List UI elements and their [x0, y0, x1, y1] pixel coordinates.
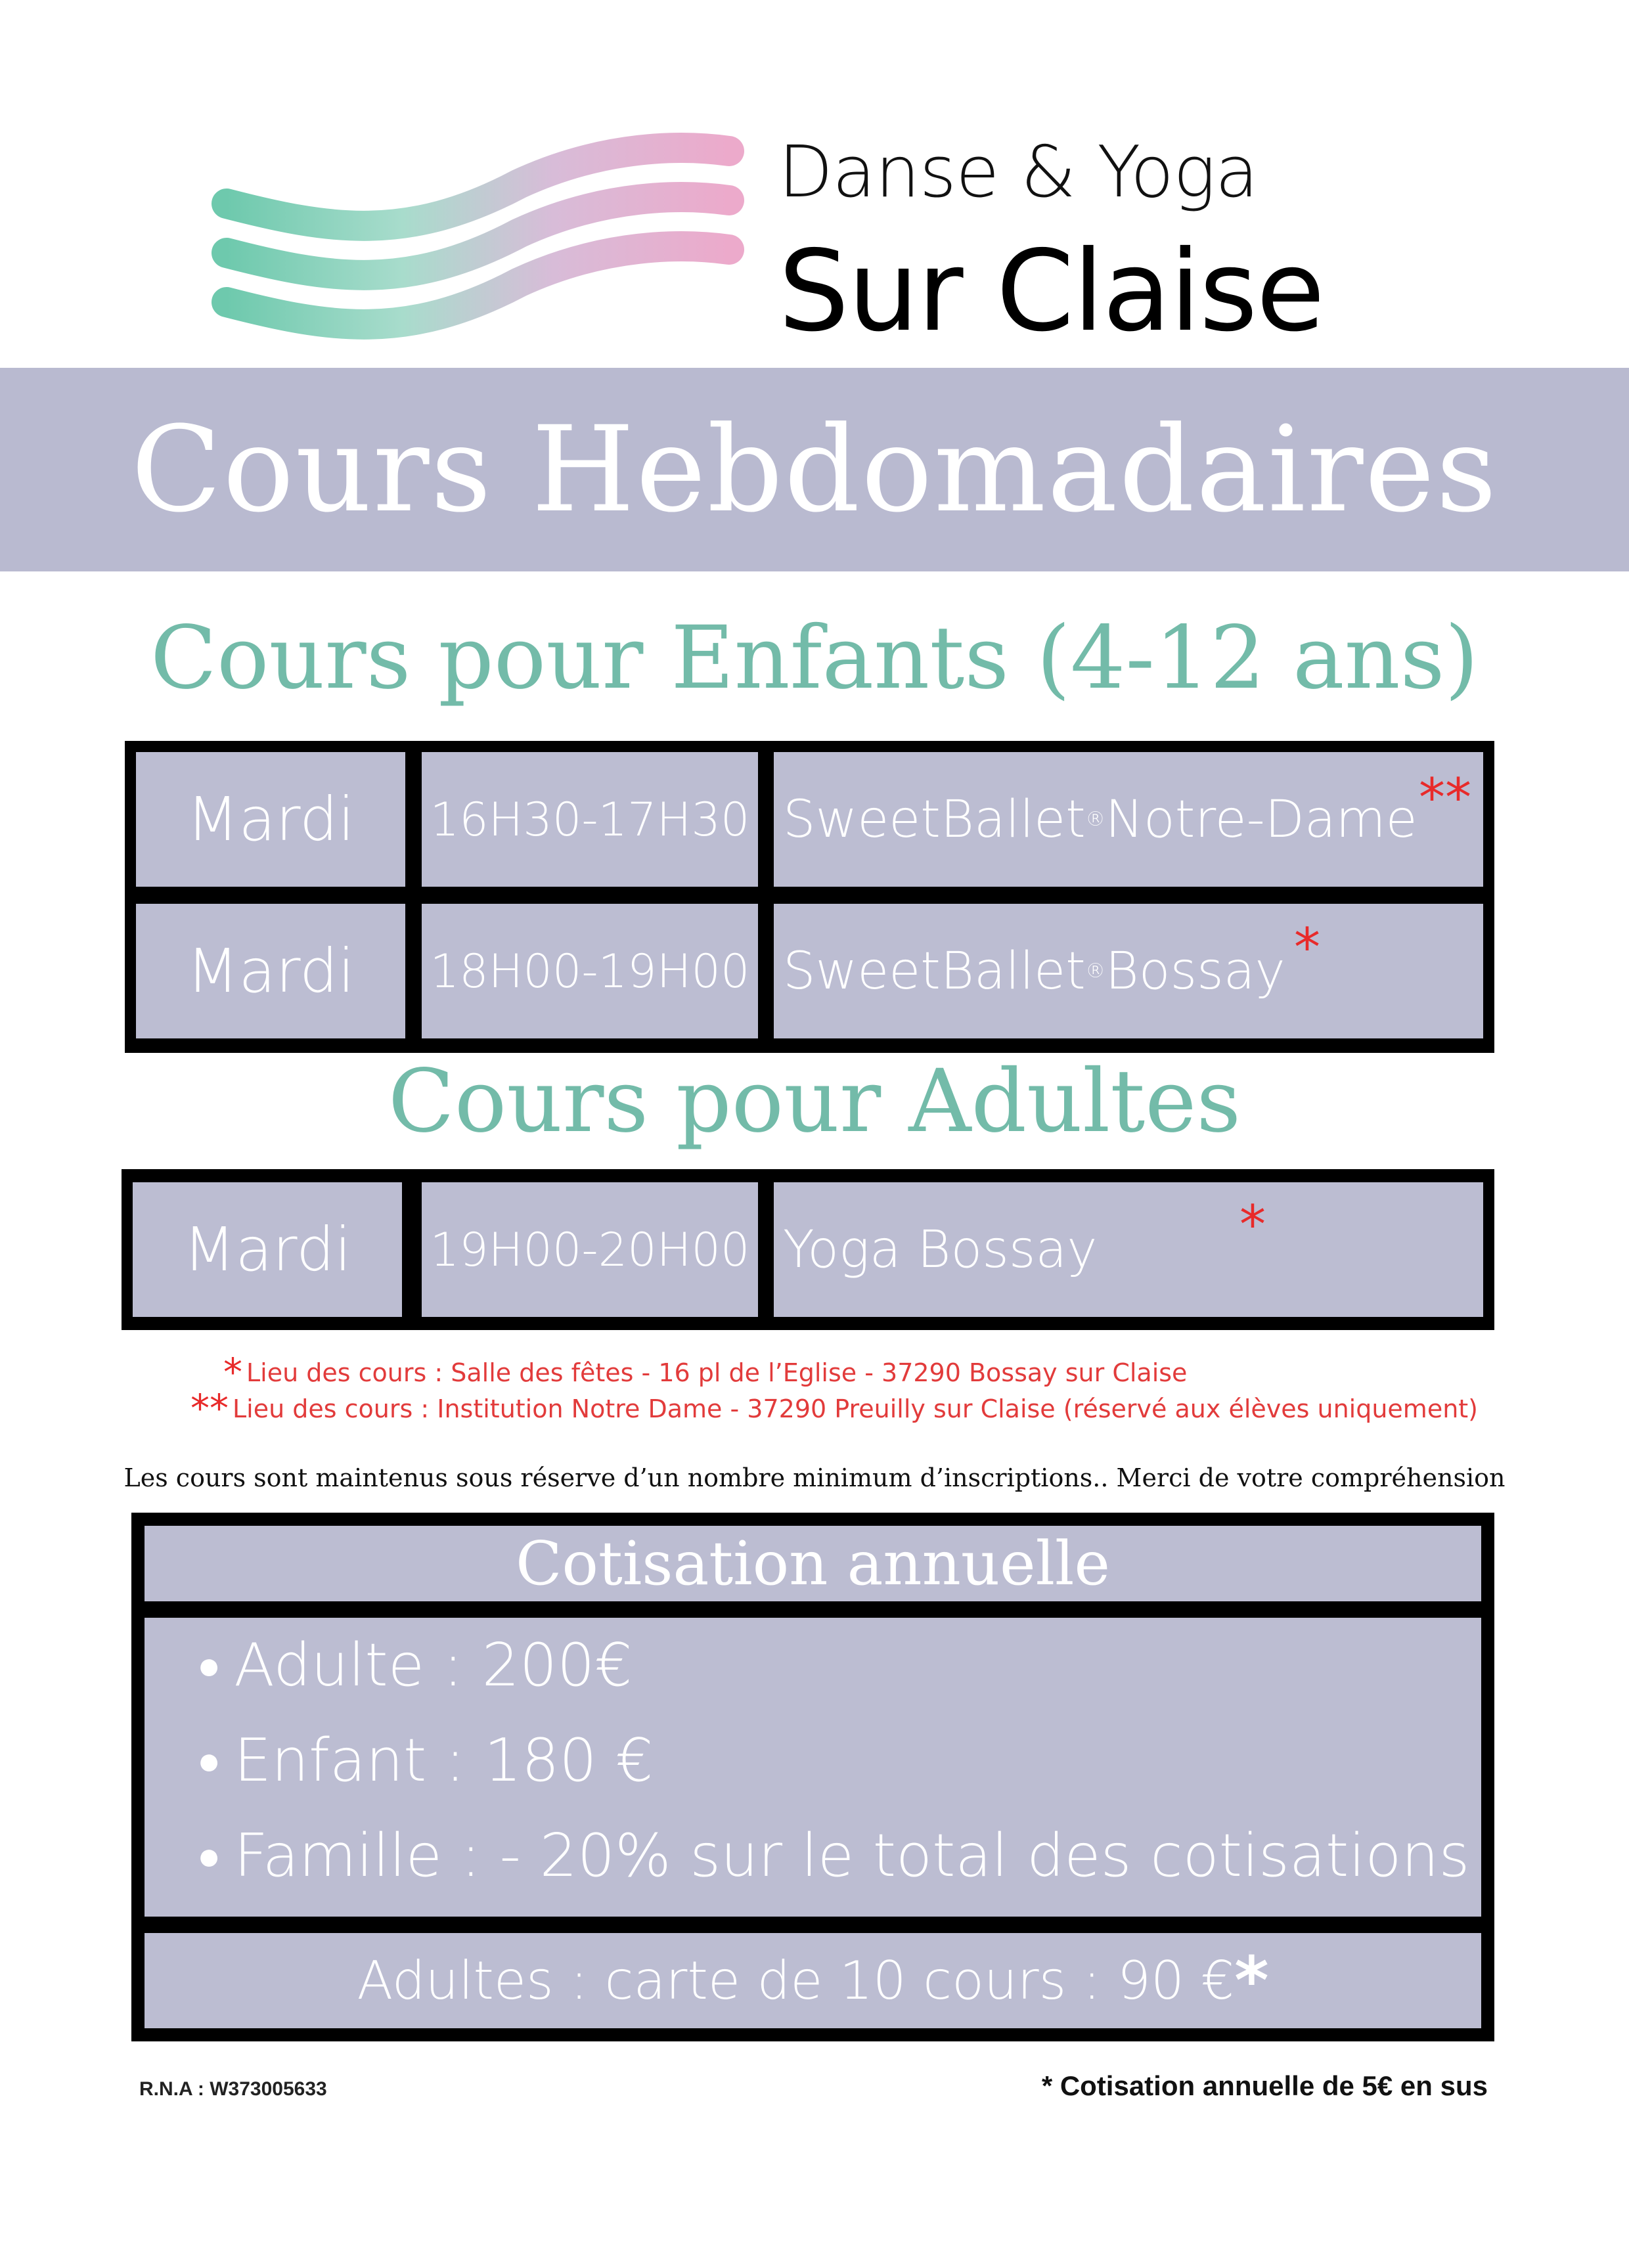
course-name: SweetBallet: [783, 789, 1086, 849]
registered-mark: ®: [1085, 960, 1105, 983]
bullet-icon: ●: [197, 1833, 221, 1879]
section-title-adultes: Cours pour Adultes: [388, 1051, 1241, 1152]
bullet-icon: ●: [197, 1738, 221, 1784]
disclaimer-text: Les cours sont maintenus sous réserve d’un nombre minimum d’inscriptions.. Merci de votre compréhension: [123, 1463, 1506, 1492]
title-banner: [0, 368, 1629, 571]
brand-name-line2: Sur Claise: [778, 227, 1324, 357]
bullet-icon: ●: [197, 1643, 221, 1689]
brand-name-line1: Danse & Yoga: [778, 131, 1259, 213]
course-name: SweetBallet: [783, 941, 1086, 1001]
section-title-enfants: Cours pour Enfants (4-12 ans): [150, 608, 1479, 709]
note-asterisk: *: [223, 1350, 242, 1394]
logo-waves-graphic: [210, 131, 749, 342]
cell-day: Mardi: [136, 904, 405, 1038]
fees-card-10-cours: [145, 1933, 1481, 2028]
cell-course: Yoga Bossay: [774, 1182, 1483, 1317]
note-text: Lieu des cours : Salle des fêtes - 16 pl de l’Eglise - 37290 Bossay sur Claise: [246, 1358, 1188, 1387]
schedule-table-enfants: [125, 741, 1494, 1053]
fee-item-adulte: ● Adulte : 200€: [197, 1631, 633, 1700]
fee-item-famille: ● Famille : - 20% sur le total des cotisations: [197, 1821, 1470, 1890]
cell-day: Mardi: [136, 752, 405, 887]
location-note-2: [190, 1386, 1478, 1431]
cotisation-footnote: * Cotisation annuelle de 5€ en sus: [1041, 2070, 1488, 2101]
location-asterisk: *: [1294, 917, 1320, 978]
cell-course: [774, 904, 1483, 1038]
note-asterisk: **: [190, 1386, 229, 1431]
fee-item-enfant: ● Enfant : 180 €: [197, 1726, 654, 1795]
cell-time: 16H30-17H30: [422, 752, 758, 887]
location-asterisk: **: [1419, 767, 1471, 828]
fees-title: Cotisation annuelle: [145, 1526, 1481, 1601]
cell-course: [774, 752, 1483, 887]
location-asterisk: *: [1239, 1194, 1266, 1255]
course-place: Notre-Dame: [1105, 789, 1417, 849]
course-place: Bossay: [1105, 941, 1285, 1001]
schedule-table-adultes: [122, 1169, 1494, 1330]
rna-number: R.N.A : W373005633: [139, 2078, 327, 2100]
fees-box: [131, 1513, 1494, 2041]
card-text: Adultes : carte de 10 cours : 90 €: [357, 1950, 1235, 2011]
cell-time: 18H00-19H00: [422, 904, 758, 1038]
note-text: Lieu des cours : Institution Notre Dame - 37290 Preuilly sur Claise (réservé aux élèves uniquement): [233, 1394, 1479, 1423]
registered-mark: ®: [1085, 808, 1105, 831]
card-asterisk: *: [1234, 1942, 1269, 2019]
page-title: Cours Hebdomadaires: [131, 401, 1498, 539]
cell-time: 19H00-20H00: [422, 1182, 758, 1317]
fees-list: [145, 1618, 1481, 1917]
cell-day: Mardi: [133, 1182, 402, 1317]
